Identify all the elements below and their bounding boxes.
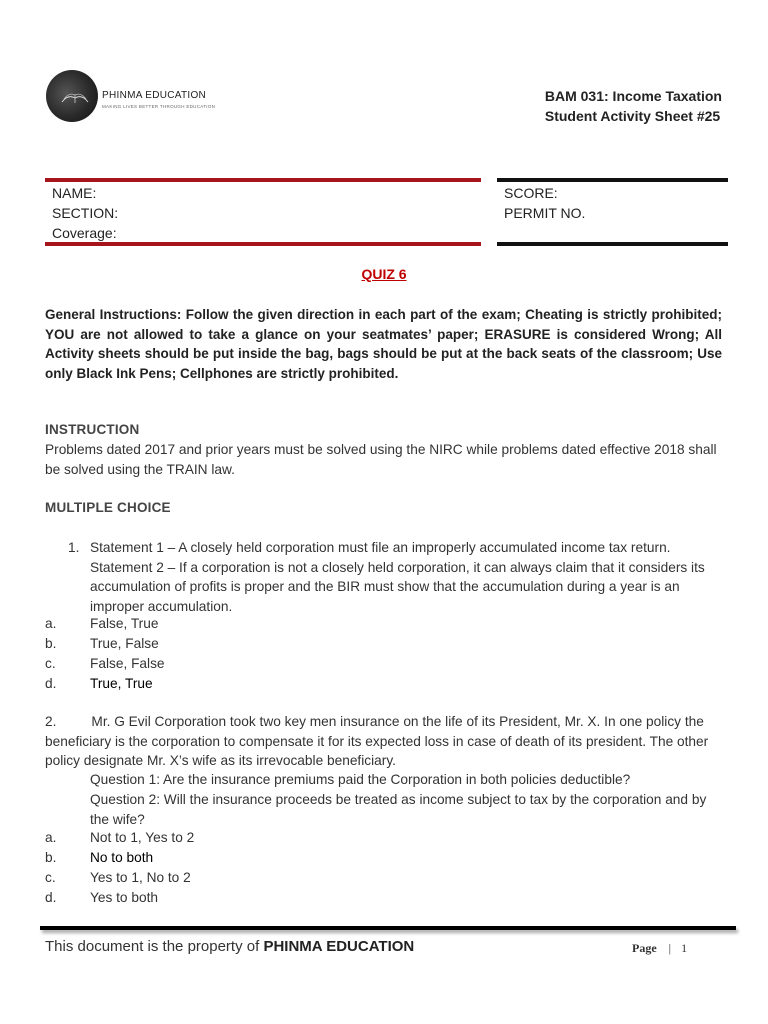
info-bottom-rule-left <box>45 242 481 246</box>
instruction-text: Problems dated 2017 and prior years must be solved using the NIRC while problems dated effective 2018 shall be solved using the TRAIN law. <box>45 442 717 477</box>
coverage-field: Coverage: <box>52 225 117 241</box>
question-number: 1. <box>68 540 80 555</box>
footer-rule <box>40 926 736 930</box>
logo-tagline: MAKING LIVES BETTER THROUGH EDUCATION <box>102 104 216 109</box>
question-number: 2. <box>45 714 57 729</box>
question-2-text: Mr. G Evil Corporation took two key men insurance on the life of its President, Mr. X. In one policy the beneficiary is the corporation to compensate it for its expected loss in case of death of its president. The other policy designate Mr. X’s wife as its irrevocable beneficiary. <box>45 714 709 768</box>
page-number: 1 <box>681 941 688 955</box>
footer-property-notice: This document is the property of PHINMA EDUCATION <box>45 938 415 955</box>
question-1-statement-2: Statement 2 – If a corporation is not a closely held corporation, it can always claim that it considers its accumulation of profits is proper and the BIR must show that the accumulation during a year is an improper accumulation. <box>90 559 705 614</box>
logo-book-icon <box>60 90 90 104</box>
quiz-title: QUIZ 6 <box>361 266 407 282</box>
question-1 <box>68 538 722 616</box>
instruction-heading: INSTRUCTION <box>45 422 140 437</box>
info-top-rule-left <box>45 178 481 182</box>
info-bottom-rule-right <box>497 242 728 246</box>
page-separator: | <box>668 941 672 955</box>
name-field: NAME: <box>52 185 97 201</box>
question-2 <box>45 712 722 771</box>
question-2-sub-2: Question 2: Will the insurance proceeds be treated as income subject to tax by the corporation and by the wife? <box>90 792 707 827</box>
score-info-fields <box>504 183 585 223</box>
section-field: SECTION: <box>52 205 119 221</box>
info-top-rule-right <box>497 178 728 182</box>
score-field: SCORE: <box>504 185 558 201</box>
question-2-sub-1: Question 1: Are the insurance premiums paid the Corporation in both policies deductible? <box>90 772 631 787</box>
phinma-logo <box>46 70 216 130</box>
page-indicator <box>632 941 687 956</box>
question-2-options: a. Not to 1, Yes to 2 b. No to both c. Yes to 1, No to 2 d. Yes to both <box>45 830 195 905</box>
multiple-choice-heading: MULTIPLE CHOICE <box>45 500 171 515</box>
course-title: BAM 031: Income Taxation <box>544 88 722 104</box>
student-info-fields <box>52 183 118 243</box>
general-instructions: General Instructions: Follow the given direction in each part of the exam; Cheating is strictly prohibited; YOU are not allowed to take a glance on your seatmates’ paper; ERASURE is considered Wrong; All Activity sheets should be put inside the bag, bags should be put at the back seats of the classroom; Use only Black Ink Pens; Cellphones are strictly prohibited. <box>45 307 722 381</box>
activity-sheet-number: Student Activity Sheet #25 <box>544 108 721 124</box>
course-heading <box>545 86 722 126</box>
logo-name: PHINMA EDUCATION <box>102 90 207 101</box>
question-1-options: a. False, True b. True, False c. False, False d. True, True <box>45 616 165 691</box>
footer-owner: PHINMA EDUCATION <box>263 938 415 955</box>
permit-field: PERMIT NO. <box>504 205 586 221</box>
page-label: Page <box>632 941 657 955</box>
question-1-statement-1: Statement 1 – A closely held corporation must file an improperly accumulated income tax return. <box>90 540 671 555</box>
